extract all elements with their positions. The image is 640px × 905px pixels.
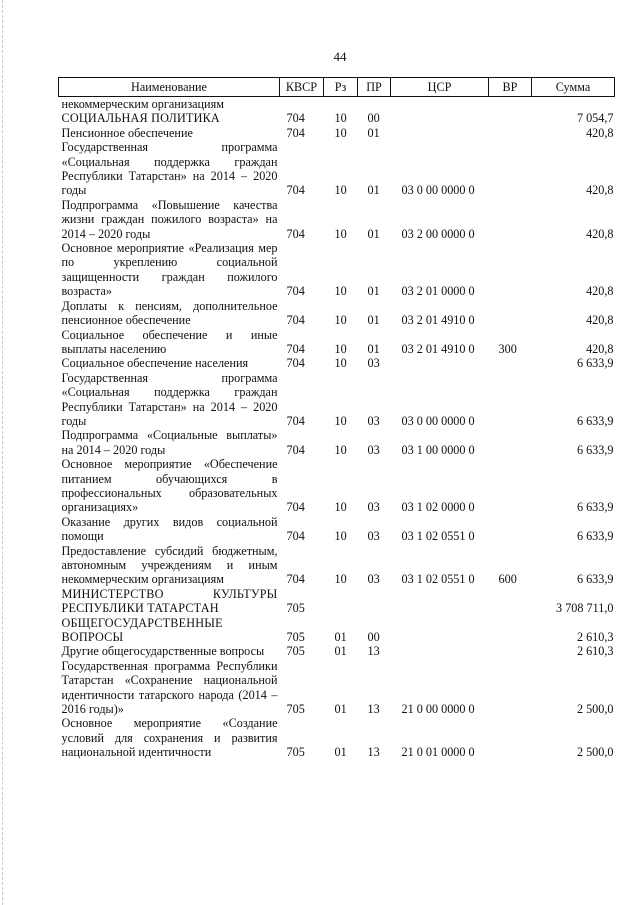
cell-rz: 10 [334,313,347,328]
cell-pr: 01 [367,284,380,299]
table-row [59,544,615,587]
cell-name: Основное мероприятие «Реализация мер по укреплению социальной защищенности граждан пожилого возраста» [61,241,278,299]
cell-kvsr: 705 [286,630,305,645]
table-row [59,299,615,328]
table-row [59,97,615,112]
cell-kvsr: 704 [286,341,305,356]
cell-csr: 03 2 01 0000 0 [401,284,475,299]
cell-sum: 6 633,9 [576,529,614,544]
cell-name: Основное мероприятие «Создание условий для сохранения и развития национальной идентичности [61,716,278,760]
cell-kvsr: 705 [286,601,305,616]
cell-csr: 03 2 01 4910 0 [401,313,475,328]
cell-pr: 13 [367,644,380,659]
cell-vr [489,97,532,112]
cell-rz: 10 [334,500,347,515]
cell-name: Пенсионное обеспечение [61,125,193,140]
cell-pr: 03 [367,529,380,544]
cell-vr [489,241,532,299]
cell-csr: 03 1 00 0000 0 [401,442,475,457]
cell-csr [391,644,489,658]
cell-vr [489,299,532,328]
table-row [59,126,615,140]
table-row [59,659,615,717]
cell-csr [391,126,489,140]
header-sum: Сумма [532,78,615,97]
cell-vr [489,457,532,515]
table-row [59,457,615,515]
table-header-row [59,78,615,97]
cell-vr [489,716,532,759]
cell-name: Подпрограмма «Повышение качества жизни граждан пожилого возраста» на 2014 – 2020 годы [61,197,278,241]
table-row [59,644,615,658]
cell-pr: 01 [367,226,380,241]
cell-pr: 03 [367,356,380,371]
cell-name: МИНИСТЕРСТВО КУЛЬТУРЫ РЕСПУБЛИКИ ТАТАРСТАН [61,586,278,616]
cell-name: Другие общегосударственные вопросы [61,644,265,659]
cell-csr: 03 2 01 4910 0 [401,341,475,356]
cell-csr [391,111,489,125]
table-row [59,328,615,357]
cell-name: ОБЩЕГОСУДАРСТВЕННЫЕ ВОПРОСЫ [61,615,223,645]
cell-rz [324,587,358,616]
cell-kvsr: 704 [286,529,305,544]
cell-name: Подпрограмма «Социальные выплаты» на 2014 – 2020 годы [61,428,278,457]
table-row [59,616,615,645]
cell-sum: 6 633,9 [576,413,614,428]
page-number: 44 [333,49,347,64]
cell-vr [489,616,532,645]
binding-edge [2,0,4,905]
cell-sum: 2 500,0 [576,745,614,760]
header-vr: ВР [489,78,532,97]
cell-sum [532,97,615,112]
cell-kvsr: 704 [286,125,305,140]
cell-kvsr: 704 [286,356,305,371]
cell-name: некоммерческим организациям [61,97,224,111]
cell-sum: 420,8 [586,183,614,198]
cell-pr: 13 [367,702,380,717]
table-row [59,716,615,759]
cell-vr [489,587,532,616]
cell-pr [358,587,391,616]
table-row [59,428,615,457]
cell-kvsr: 704 [286,413,305,428]
cell-rz: 01 [334,702,347,717]
cell-csr: 03 1 02 0000 0 [401,500,475,515]
cell-rz: 10 [334,529,347,544]
cell-rz: 10 [334,572,347,587]
cell-sum: 6 633,9 [576,500,614,515]
cell-name: Предоставление субсидий бюджетным, автономным учреждениям и иным некоммерческим организациям [61,543,278,587]
cell-pr: 03 [367,413,380,428]
table-row [59,356,615,370]
cell-pr: 03 [367,572,380,587]
cell-vr [489,198,532,241]
cell-name: СОЦИАЛЬНАЯ ПОЛИТИКА [61,111,220,126]
cell-csr: 03 0 00 0000 0 [401,413,475,428]
cell-kvsr: 705 [286,702,305,717]
cell-rz [324,97,358,112]
cell-vr [489,140,532,198]
cell-pr: 01 [367,183,380,198]
cell-name: Государственная программа «Социальная поддержка граждан Республики Татарстан» на 2014 – 2020 годы [61,370,278,428]
cell-sum: 420,8 [586,341,614,356]
cell-rz: 01 [334,644,347,659]
cell-name: Государственная программа «Социальная поддержка граждан Республики Татарстан» на 2014 – 2020 годы [61,140,278,198]
cell-kvsr: 704 [286,183,305,198]
cell-kvsr: 705 [286,644,305,659]
cell-name: Основное мероприятие «Обеспечение питанием обучающихся в профессиональных образовательных организациях» [61,457,278,515]
cell-rz: 10 [334,226,347,241]
cell-kvsr: 704 [286,111,305,126]
table-row [59,371,615,429]
cell-pr: 03 [367,442,380,457]
cell-rz: 01 [334,630,347,645]
cell-kvsr: 704 [286,572,305,587]
cell-rz: 10 [334,125,347,140]
cell-sum: 7 054,7 [576,111,614,126]
cell-csr [391,356,489,370]
cell-rz: 10 [334,442,347,457]
cell-name: Государственная программа Республики Татарстан «Сохранение национальной идентичности татарского народа (2014 – 2016 годы)» [61,658,278,717]
cell-vr [489,111,532,125]
cell-vr [489,371,532,429]
cell-csr: 21 0 01 0000 0 [401,745,475,760]
cell-rz: 01 [334,745,347,760]
cell-rz: 10 [334,284,347,299]
cell-vr [489,644,532,658]
cell-rz: 10 [334,413,347,428]
cell-sum: 6 633,9 [576,356,614,371]
cell-name: Социальное обеспечение и иные выплаты населению [61,327,278,356]
cell-csr: 03 2 00 0000 0 [401,226,475,241]
cell-sum: 6 633,9 [576,442,614,457]
cell-kvsr: 704 [286,313,305,328]
cell-sum: 2 500,0 [576,702,614,717]
cell-pr: 03 [367,500,380,515]
table-row [59,241,615,299]
header-name: Наименование [59,78,280,97]
cell-sum: 3 708 711,0 [556,601,614,616]
cell-kvsr: 704 [286,500,305,515]
table-row [59,140,615,198]
cell-kvsr: 704 [286,442,305,457]
cell-vr [489,515,532,544]
cell-rz: 10 [334,356,347,371]
cell-vr: 300 [498,341,517,356]
cell-vr [489,428,532,457]
cell-csr [391,616,489,645]
table-row [59,111,615,125]
cell-sum: 6 633,9 [576,572,614,587]
cell-sum: 420,8 [586,284,614,299]
cell-pr: 00 [367,630,380,645]
table-row [59,587,615,616]
budget-table [58,77,615,760]
cell-csr: 03 1 02 0551 0 [401,572,475,587]
table-row [59,198,615,241]
cell-rz: 10 [334,183,347,198]
cell-pr: 13 [367,745,380,760]
cell-sum: 420,8 [586,313,614,328]
table-row [59,515,615,544]
cell-sum: 420,8 [586,125,614,140]
cell-vr [489,356,532,370]
cell-kvsr [280,97,324,112]
cell-pr: 01 [367,341,380,356]
cell-name: Социальное обеспечение населения [61,356,249,371]
cell-sum: 2 610,3 [576,630,614,645]
cell-kvsr: 705 [286,745,305,760]
cell-csr: 03 0 00 0000 0 [401,183,475,198]
cell-csr [391,97,489,112]
cell-csr: 21 0 00 0000 0 [401,702,475,717]
cell-kvsr: 704 [286,284,305,299]
cell-rz: 10 [334,341,347,356]
cell-sum: 420,8 [586,226,614,241]
cell-pr: 01 [367,313,380,328]
cell-vr [489,659,532,717]
cell-kvsr: 704 [286,226,305,241]
cell-name: Оказание других видов социальной помощи [61,514,278,544]
header-csr: ЦСР [391,78,489,97]
cell-sum: 2 610,3 [576,644,614,659]
cell-pr [358,97,391,112]
header-rz: Рз [324,78,358,97]
cell-rz: 10 [334,111,347,126]
cell-csr [391,587,489,616]
cell-vr [489,126,532,140]
header-pr: ПР [358,78,391,97]
header-kvsr: КВСР [280,78,324,97]
cell-vr: 600 [498,572,517,587]
cell-pr: 01 [367,125,380,140]
cell-csr: 03 1 02 0551 0 [401,529,475,544]
cell-pr: 00 [367,111,380,126]
cell-name: Доплаты к пенсиям, дополнительное пенсионное обеспечение [61,298,278,328]
